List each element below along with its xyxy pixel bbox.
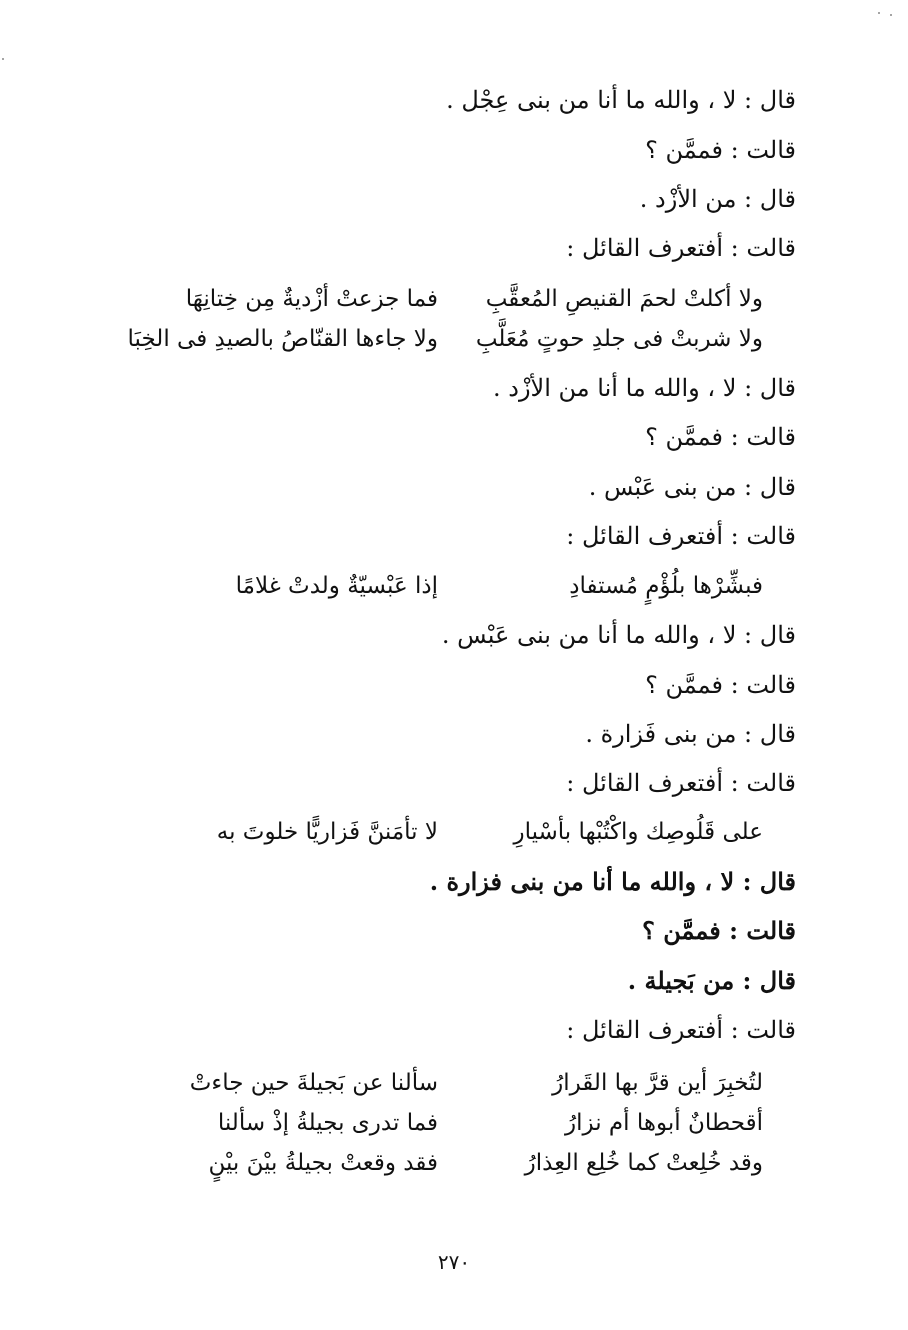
text-line: قال : لا ، والله ما أنا من الأزْد .	[493, 374, 796, 402]
text-line: قال : من بَجيلة .	[627, 966, 796, 995]
verse-first-hemistich: سألنا عن بَجيلةَ حين جاءتْ	[189, 1070, 438, 1096]
text-line: قالت : أفتعرف القائل :	[566, 234, 796, 262]
verse-second-hemistich: ولا شربتْ فى جلدِ حوتٍ مُعَلَّبِ	[475, 326, 763, 352]
verse-second-hemistich: أقحطانٌ أبوها أم نزارُ	[565, 1110, 763, 1136]
verse-second-hemistich: لتُخبِرَ أين قرَّ بها القَرارُ	[552, 1070, 763, 1096]
scan-speck	[2, 58, 4, 60]
verse-first-hemistich: لا تأمَننَّ فَزاريًّا خلوتَ به	[216, 819, 438, 845]
text-line: قالت : فممَّن ؟	[645, 671, 796, 699]
verse-first-hemistich: إذا عَبْسيّةٌ ولدتْ غلامًا	[235, 573, 438, 599]
verse-first-hemistich: فما تدرى بجيلةُ إذْ سألنا	[217, 1110, 438, 1136]
text-line: قال : من بنى فَزارة .	[585, 720, 796, 748]
text-line: قالت : فممَّن ؟	[642, 916, 796, 945]
verse-first-hemistich: فما جزعتْ أزْديةٌ مِن خِتانِهَا	[185, 286, 438, 312]
text-line: قالت : أفتعرف القائل :	[566, 1016, 796, 1044]
verse-first-hemistich: ولا جاءها القنّاصُ بالصيدِ فى الخِبَا	[127, 326, 438, 352]
text-line: قالت : فممَّن ؟	[645, 136, 796, 164]
text-line: قال : لا ، والله ما أنا من بنى عِجْل .	[446, 86, 796, 114]
verse-second-hemistich: فبشِّرْها بلُؤْمٍ مُستفادِ	[569, 573, 763, 599]
page-number: ٢٧٠	[437, 1250, 471, 1274]
verse-second-hemistich: وقد خُلِعتْ كما خُلِع العِذارُ	[524, 1150, 763, 1176]
verse-first-hemistich: فقد وقعتْ بجيلةُ بيْنَ بيْنٍ	[208, 1150, 438, 1176]
scan-speck	[878, 12, 880, 14]
text-line: قالت : فممَّن ؟	[645, 423, 796, 451]
text-line: قال : من بنى عَبْس .	[588, 473, 796, 501]
text-line: قالت : أفتعرف القائل :	[566, 522, 796, 550]
verse-second-hemistich: ولا أكلتْ لحمَ القنيصِ المُعقَّبِ	[485, 286, 763, 312]
text-line: قالت : أفتعرف القائل :	[566, 769, 796, 797]
text-line: قال : لا ، والله ما أنا من بنى عَبْس .	[441, 621, 796, 649]
verse-second-hemistich: على قَلُوصِك واكْتُبْها بأسْيارِ	[513, 819, 763, 845]
text-line: قال : من الأزْد .	[639, 185, 796, 213]
text-line: قال : لا ، والله ما أنا من بنى فزارة .	[429, 867, 796, 896]
scan-speck	[890, 14, 892, 16]
